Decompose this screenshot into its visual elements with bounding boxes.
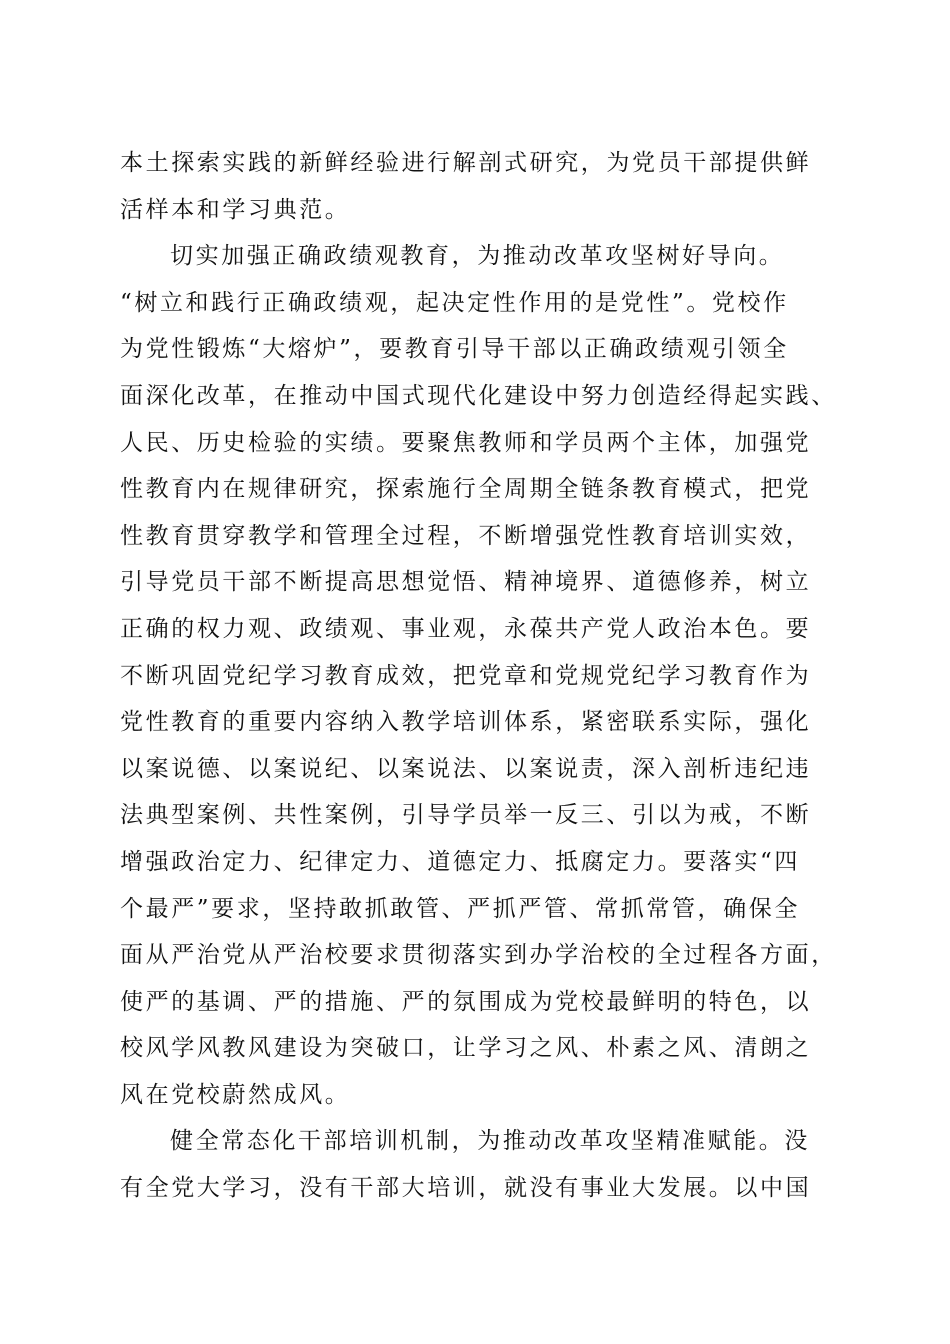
text-line: 校风学风教风建设为突破口，让学习之风、朴素之风、清朗之	[120, 1035, 812, 1062]
text-line: 性教育贯穿教学和管理全过程，不断增强党性教育培训实效，	[120, 522, 812, 549]
text-line: 不断巩固党纪学习教育成效，把党章和党规党纪学习教育作为	[120, 662, 812, 689]
text-line: 党性教育的重要内容纳入教学培训体系，紧密联系实际，强化	[120, 709, 812, 736]
text-line: 风在党校蔚然成风。	[120, 1081, 351, 1108]
text-line: 增强政治定力、纪律定力、道德定力、抵腐定力。要落实“四	[120, 848, 800, 875]
paragraph-first-line: 健全常态化干部培训机制，为推动改革攻坚精准赋能。没	[170, 1128, 810, 1155]
text-line: 活样本和学习典范。	[120, 196, 351, 223]
text-line: 人民、历史检验的实绩。要聚焦教师和学员两个主体，加强党	[120, 429, 812, 456]
text-line: 以案说德、以案说纪、以案说法、以案说责，深入剖析违纪违	[120, 755, 812, 782]
text-line: 引导党员干部不断提高思想觉悟、精神境界、道德修养，树立	[120, 569, 812, 596]
text-line: 本土探索实践的新鲜经验进行解剖式研究，为党员干部提供鲜	[120, 150, 812, 176]
text-line: 面从严治党从严治校要求贯彻落实到办学治校的全过程各方面，	[120, 942, 837, 969]
text-line: 有全党大学习，没有干部大培训，就没有事业大发展。以中国	[120, 1175, 812, 1202]
text-line: 性教育内在规律研究，探索施行全周期全链条教育模式，把党	[120, 476, 812, 503]
text-line: 面深化改革，在推动中国式现代化建设中努力创造经得起实践、	[120, 382, 837, 409]
text-line: 法典型案例、共性案例，引导学员举一反三、引以为戒，不断	[120, 802, 812, 829]
text-line: 为党性锻炼“大熔炉”，要教育引导干部以正确政绩观引领全	[120, 336, 789, 363]
paragraph-first-line: 切实加强正确政绩观教育，为推动改革攻坚树好导向。	[170, 243, 785, 270]
text-line: “树立和践行正确政绩观，起决定性作用的是党性”。党校作	[120, 289, 789, 316]
text-line: 正确的权力观、政绩观、事业观，永葆共产党人政治本色。要	[120, 615, 812, 642]
document-body	[120, 140, 850, 1212]
text-line: 个最严”要求，坚持敢抓敢管、严抓严管、常抓常管，确保全	[120, 895, 800, 922]
text-line: 使严的基调、严的措施、严的氛围成为党校最鲜明的特色，以	[120, 988, 812, 1015]
